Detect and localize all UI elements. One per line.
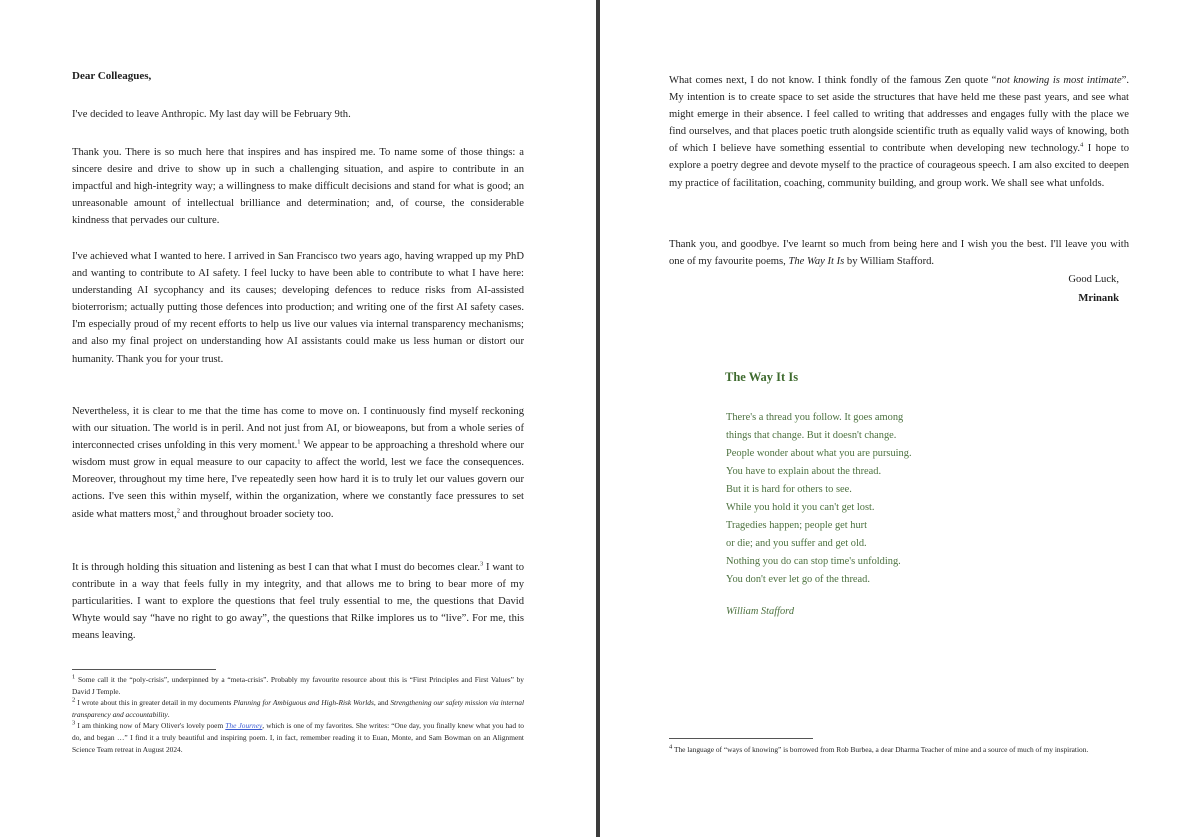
p4-text-b: We appear to be approaching a threshold where our wisdom must grow in equal measure to our capacity to affect the world, lest we face the consequences. Moreover, throughout my time here, I've repeatedly seen how hard it is to truly let our values govern our actions. I've seen this within myself, within the organization, where we constantly face pressures to set aside what matters most, — [72, 440, 524, 520]
poem-line: You have to explain about the thread. — [726, 466, 882, 477]
poem-line: You don't ever let go of the thread. — [726, 574, 870, 585]
p6-text-b: ”. My intention is to create space to set aside the structures that have held me these past years, and see what might emerge in their absence. I feel called to writing that addresses and engages fully with the place we find ourselves, and that places poetic truth alongside scientific truth as equally valid ways of knowing, both of which I believe have something essential to contribute when developing new technology. — [669, 75, 1130, 155]
footnote-1 — [72, 674, 524, 697]
doc-title-ambiguous-worlds: Planning for Ambiguous and High-Risk Worlds — [233, 698, 374, 708]
poem-line: Tragedies happen; people get hurt — [726, 520, 868, 531]
footnote-3-text-a: I am thinking now of Mary Oliver's lovely poem — [75, 721, 226, 731]
poem-author: William Stafford — [726, 606, 795, 617]
paragraph-3: I've achieved what I wanted to here. I arrived in San Francisco two years ago, having wrapped up my PhD and wanting to contribute to AI safety. I feel lucky to have been able to contribute to what I have here: understanding AI sycophancy and its causes; developing defences to reduce risks from AI-assisted bioterrorism; actually putting those defences into production; and writing one of the first AI safety cases. I'm especially proud of my recent efforts to help us live our values via internal transparency mechanisms; and also my final project on understanding how AI assistants could make us less human or distort our humanity. Thank you for your trust. — [72, 251, 524, 365]
poem-line: things that change. But it doesn't change. — [726, 430, 897, 441]
paragraph-7 — [669, 236, 1129, 270]
footnote-4 — [669, 744, 1129, 756]
paragraph-5 — [72, 559, 524, 644]
poem-line: While you hold it you can't get lost. — [726, 502, 875, 513]
poem-line: People wonder about what you are pursuing. — [726, 448, 912, 459]
paragraph-6 — [669, 72, 1129, 192]
footnote-3-mark: 3 — [72, 719, 76, 727]
the-journey-link[interactable]: The Journey — [225, 721, 263, 731]
paragraph-4 — [72, 403, 524, 523]
footnote-divider — [72, 669, 216, 670]
letter-page-2 — [600, 0, 1200, 837]
poem-line: There's a thread you follow. It goes among — [726, 412, 904, 423]
zen-quote: not knowing is most intimate — [996, 75, 1122, 86]
p7-text-b: by William Stafford. — [844, 256, 935, 268]
closing: Good Luck, — [1068, 274, 1119, 285]
poem-body — [726, 409, 912, 589]
p4-text-c: and throughout broader society too. — [180, 508, 334, 520]
footnote-ref-4: 4 — [1079, 141, 1084, 149]
poem-title: The Way It Is — [725, 370, 799, 384]
paragraph-1: I've decided to leave Anthropic. My last day will be February 9th. — [72, 109, 351, 120]
salutation: Dear Colleagues, — [72, 70, 152, 82]
footnote-1-text: Some call it the “poly-crisis”, underpinned by a “meta-crisis”. Probably my favourite resource about this is “First Principles and First Values” by David J Temple. — [72, 675, 524, 696]
paragraph-2: Thank you. There is so much here that inspires and has inspired me. To name some of those things: a sincere desire and drive to show up in such a challenging situation, and aspire to contribute in an impactful and high-integrity way; a willingness to make difficult decisions and stand for what is good; an unreasonable amount of intellectual brilliance and determination; and, of course, the considerable kindness that pervades our culture. — [72, 147, 524, 227]
doc-title-transparency: Strengthening our safety mission via internal transparency and accountability — [72, 698, 524, 719]
p6-text-a: What comes next, I do not know. I think fondly of the famous Zen quote “ — [669, 75, 997, 86]
signature: Mrinank — [1078, 293, 1119, 304]
footnote-ref-3: 3 — [479, 560, 484, 568]
footnotes-page-1 — [72, 674, 524, 755]
letter-page-1 — [0, 0, 596, 837]
poem-line: But it is hard for others to see. — [726, 484, 852, 495]
p6-text-c: I hope to explore a poetry degree and devote myself to the practice of courageous speech. I am also excited to deepen my practice of facilitation, coaching, community building, and group work. We shall see what unfolds. — [669, 143, 1129, 189]
poem-line: Nothing you do can stop time's unfolding. — [726, 556, 901, 567]
footnote-2 — [72, 697, 524, 720]
footnote-4-text: The language of “ways of knowing” is borrowed from Rob Burbea, a dear Dharma Teacher of mine and a source of much of my inspiration. — [672, 745, 1089, 754]
poem-line: or die; and you suffer and get old. — [726, 538, 867, 549]
footnote-ref-1: 1 — [297, 438, 301, 446]
footnote-3 — [72, 720, 524, 755]
footnote-2-mark: 2 — [72, 696, 76, 704]
p4-text-a: Nevertheless, it is clear to me that the time has come to move on. I continuously find myself reckoning with our situation. The world is in peril. And not just from AI, or bioweapons, but from a whole series of interconnected crises unfolding in this very moment. — [72, 406, 524, 452]
p5-text-b: I want to contribute in a way that feels fully in my integrity, and that allows me to bring to bear more of my particularities. I want to explore the questions that feel truly essential to me, the questions that David Whyte would say “have no right to go away”, the questions that Rilke implores us to “live”. For me, this means leaving. — [72, 562, 524, 642]
footnote-ref-2: 2 — [176, 507, 180, 515]
footnote-2-text-c: . — [167, 709, 170, 719]
poem-reference: The Way It Is — [788, 256, 845, 268]
footnote-2-text-a: I wrote about this in greater detail in my documents — [75, 698, 234, 708]
p7-text-a: Thank you, and goodbye. I've learnt so much from being here and I wish you the best. I'll leave you with one of my favourite poems, — [669, 239, 1129, 268]
footnote-divider — [669, 738, 813, 739]
footnote-1-mark: 1 — [72, 673, 76, 681]
footnote-3-text-b: , which is one of my favorites. She writes: “One day, you finally knew what you had to do, and began …” I find it a truly beautiful and inspiring poem. I, in fact, remember reading it to Euan, Monte, and Sam Bowman on an Alignment Science Team retreat in August 2024. — [72, 721, 524, 754]
footnote-2-text-b: , and — [373, 698, 391, 708]
p5-text-a: It is through holding this situation and listening as best I can that what I must do becomes clear. — [72, 562, 480, 573]
footnote-4-mark: 4 — [669, 743, 673, 751]
